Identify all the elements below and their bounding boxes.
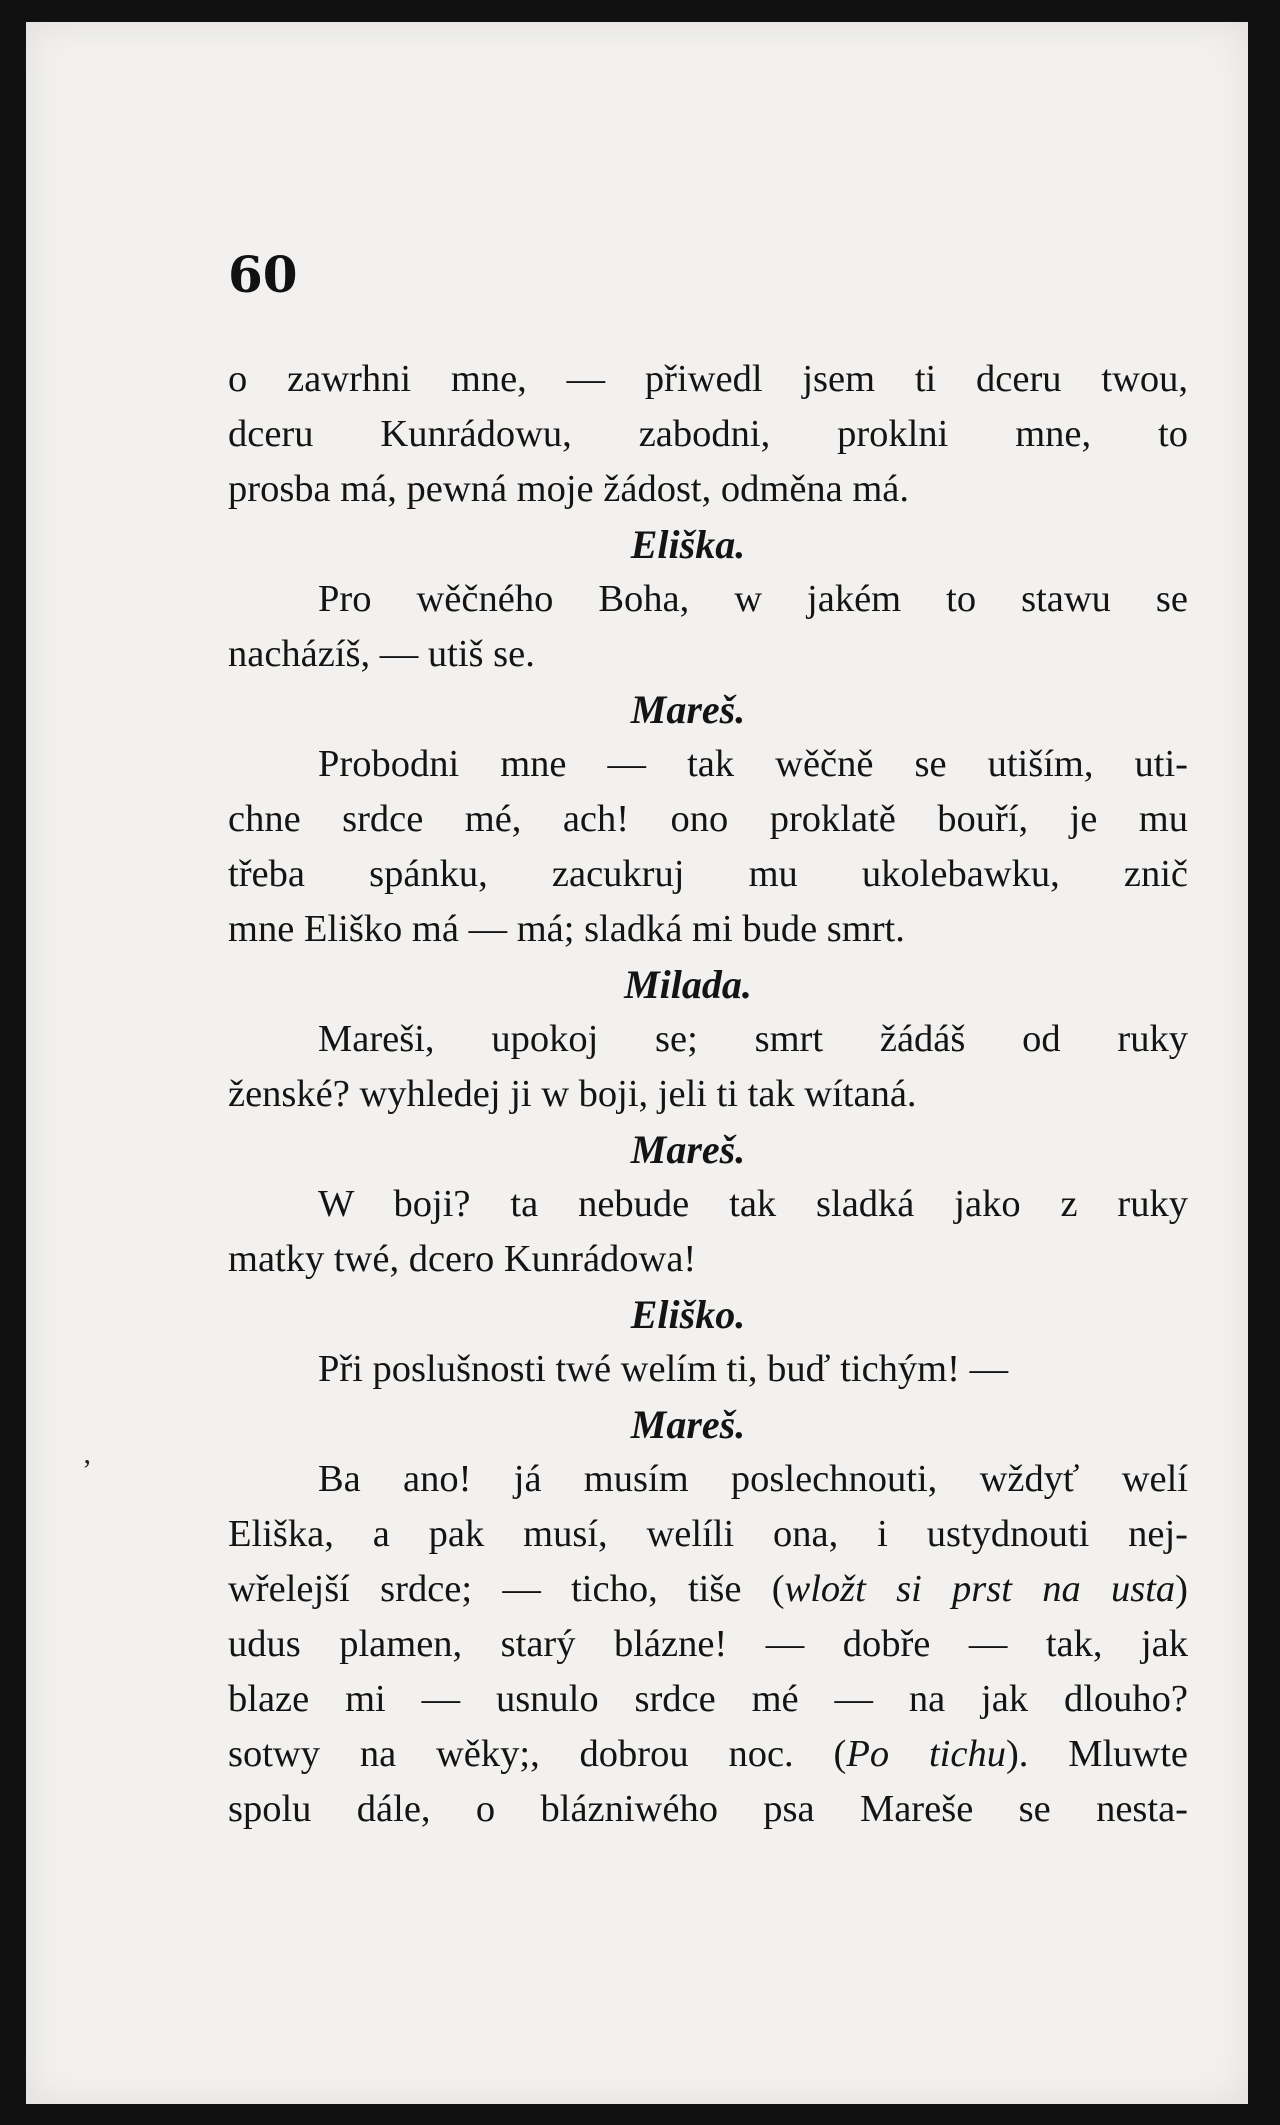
text-line: mne Eliško má — má; sladká mi bude smrt. [228,908,905,950]
text-line: spolu dále, o blázniwého psa Mareše se nesta- [228,1788,1188,1830]
text-line: o zawrhni mne, — přiwedl jsem ti dceru twou, [228,358,1188,400]
speaker-heading: Milada. [624,962,752,1007]
text-segment: wřelejší srdce; — ticho, tiše ( [228,1568,785,1610]
text-line: matky twé, dcero Kunrádowa! [228,1238,697,1280]
text-line: Eliška, a pak musí, welíli ona, i ustydnouti nej- [228,1513,1188,1555]
text-line: prosba má, pewná moje žádost, odměna má. [228,468,910,510]
text-line: Ba ano! já musím poslechnouti, wždyť welí [318,1458,1188,1500]
text-line [228,1727,1188,1782]
text-line: Mareši, upokoj se; smrt žádáš od ruky [318,1018,1188,1060]
text-segment: ) [1175,1568,1188,1610]
speaker-heading: Eliška. [630,522,746,567]
text-segment: sotwy na wěky;, dobrou noc. ( [228,1733,847,1775]
speaker-heading: Mareš. [630,1402,746,1447]
text-line: Probodni mne — tak wěčně se utiším, uti- [318,743,1188,785]
text-line: nacházíš, — utiš se. [228,633,535,675]
stage-direction: Po tichu [846,1733,1006,1775]
text-line [228,1562,1188,1617]
speaker-heading: Mareš. [630,1127,746,1172]
text-line: udus plamen, starý blázne! — dobře — tak, jak [228,1623,1188,1665]
text-line: chne srdce mé, ach! ono proklatě bouří, je mu [228,798,1188,840]
text-line: dceru Kunrádowu, zabodni, proklni mne, to [228,413,1188,455]
text-line: Při poslušnosti twé welím ti, buď tichým! — [318,1348,1009,1390]
stage-direction: wložt si prst na usta [784,1568,1176,1610]
speaker-heading: Mareš. [630,687,746,732]
text-line: ženské? wyhledej ji w boji, jeli ti tak wítaná. [228,1073,917,1115]
page-text [228,352,1188,1837]
margin-mark: ʼ [82,1454,92,1487]
text-segment: ). Mluwte [1005,1733,1189,1775]
text-line: Pro wěčného Boha, w jakém to stawu se [318,578,1188,620]
book-page [26,22,1248,2104]
text-line: třeba spánku, zacukruj mu ukolebawku, znič [228,853,1188,895]
text-line: W boji? ta nebude tak sladká jako z ruky [318,1183,1188,1225]
speaker-heading: Eliško. [630,1292,746,1337]
page-number: 60 [228,245,298,304]
text-line: blaze mi — usnulo srdce mé — na jak dlouho? [228,1678,1188,1720]
